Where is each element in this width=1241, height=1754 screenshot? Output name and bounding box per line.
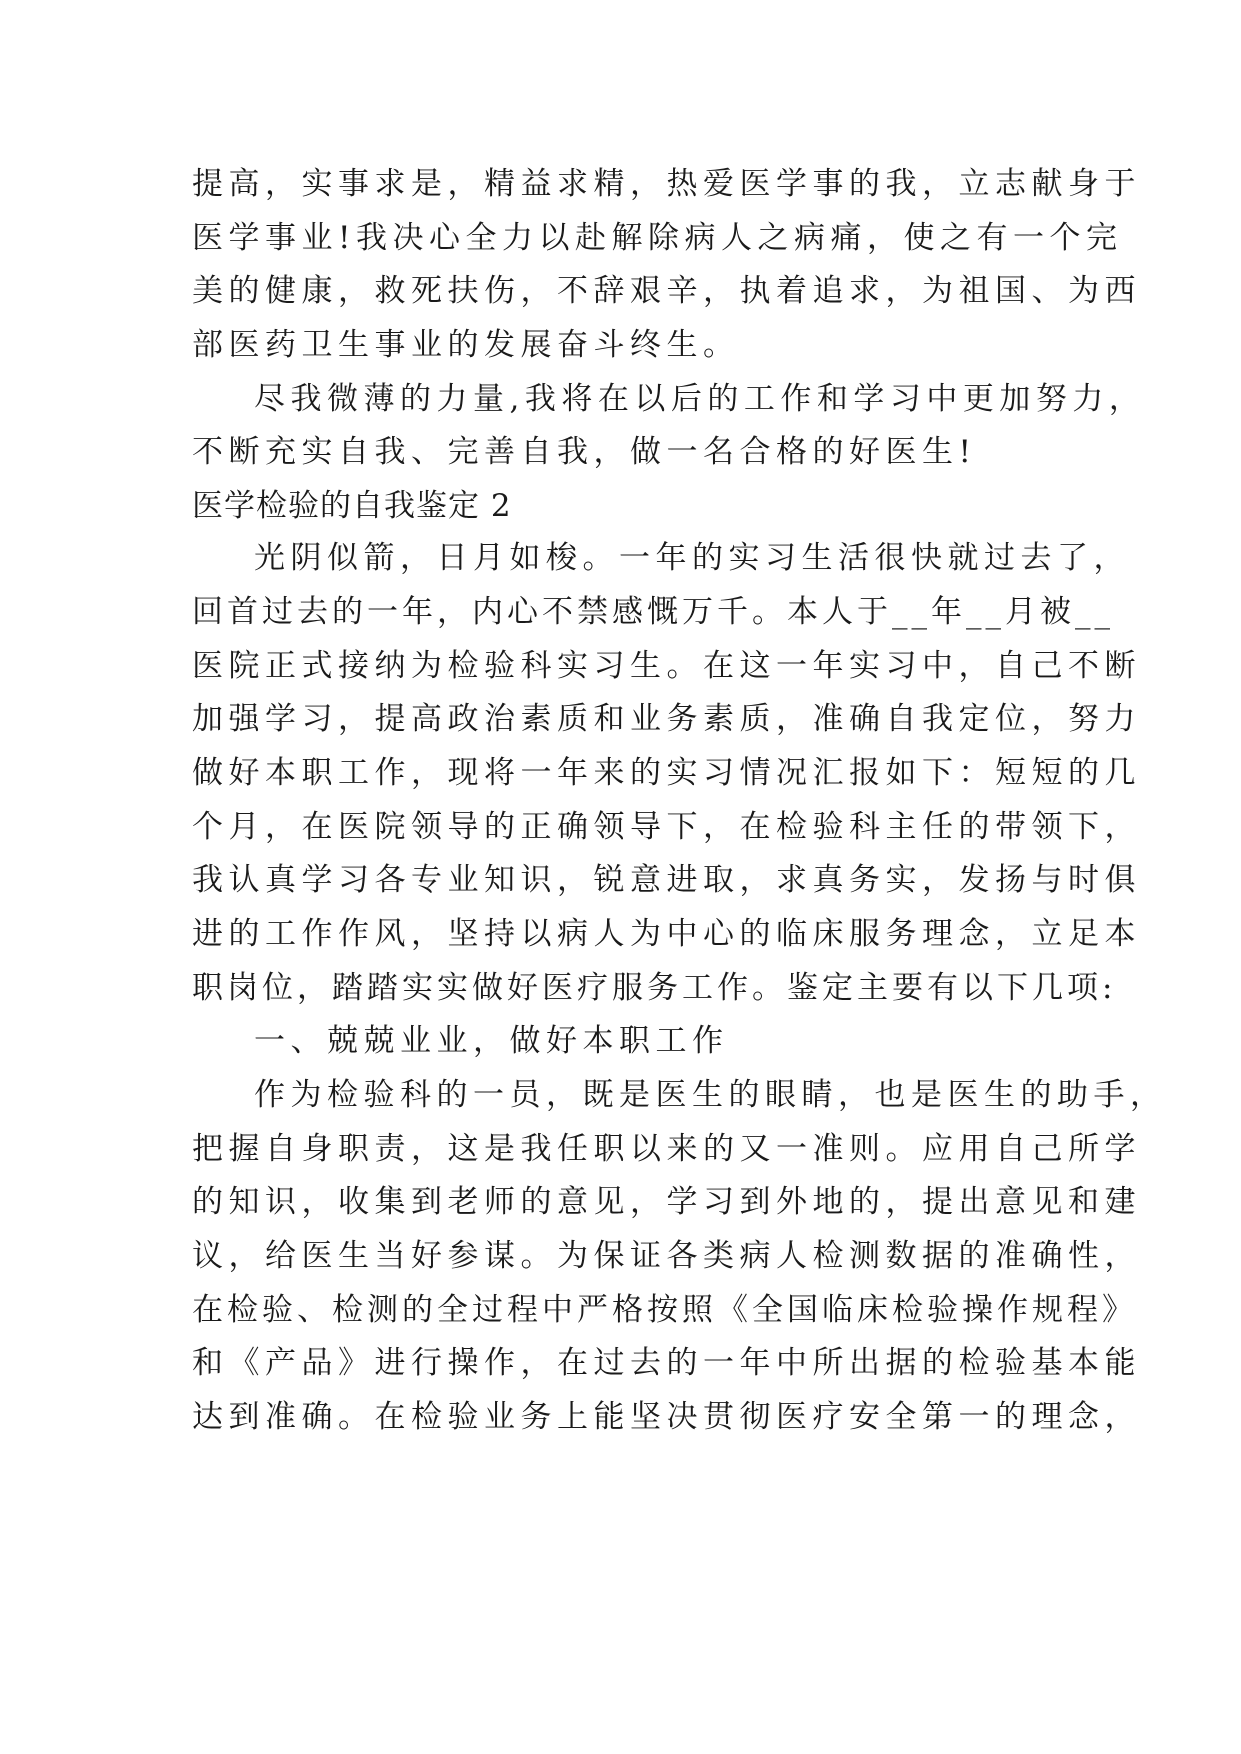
paragraph-start-line: 尽我微薄的力量,我将在以后的工作和学习中更加努力， (254, 380, 1146, 417)
text-line: 提高，实事求是，精益求精，热爱医学事的我，立志献身于 (192, 166, 1141, 202)
text-line: 和《产品》进行操作，在过去的一年中所出据的检验基本能 (192, 1345, 1141, 1382)
text-line: 进的工作作风，坚持以病人为中心的临床服务理念，立足本 (192, 915, 1141, 952)
text-line: 加强学习，提高政治素质和业务素质，准确自我定位，努力 (192, 701, 1141, 738)
text-line: 议，给医生当好参谋。为保证各类病人检测数据的准确性， (192, 1238, 1141, 1275)
paragraph-start-line: 光阴似箭，日月如梭。一年的实习生活很快就过去了， (254, 540, 1130, 577)
paragraph-start-line: 作为检验科的一员，既是医生的眼睛，也是医生的助手， (254, 1077, 1167, 1113)
text-line: 医学事业!我决心全力以赴解除病人之病痛，使之有一个完 (192, 219, 1123, 256)
document-body (192, 158, 1167, 1445)
subheading-line: 一、兢兢业业，做好本职工作 (254, 1023, 729, 1060)
text-line: 不断充实自我、完善自我，做一名合格的好医生! (192, 434, 977, 471)
text-line: 美的健康，救死扶伤，不辞艰辛，执着追求，为祖国、为西 (192, 273, 1141, 310)
text-line: 的知识，收集到老师的意见，学习到外地的，提出意见和建 (192, 1184, 1141, 1221)
text-line: 回首过去的一年，内心不禁感慨万千。本人于__年__月被__ (192, 593, 1114, 630)
text-line: 我认真学习各专业知识，锐意进取，求真务实，发扬与时俱 (192, 862, 1141, 899)
text-line: 部医药卫生事业的发展奋斗终生。 (192, 327, 740, 364)
text-line: 职岗位，踏踏实实做好医疗服务工作。鉴定主要有以下几项: (192, 969, 1117, 1006)
text-line: 做好本职工作，现将一年来的实习情况汇报如下：短短的几 (192, 754, 1141, 791)
text-line: 医院正式接纳为检验科实习生。在这一年实习中，自己不断 (192, 647, 1141, 684)
text-line: 把握自身职责，这是我任职以来的又一准则。应用自己所学 (192, 1130, 1141, 1167)
text-line: 个月，在医院领导的正确领导下，在检验科主任的带领下， (192, 808, 1141, 845)
text-line: 达到准确。在检验业务上能坚决贯彻医疗安全第一的理念， (192, 1399, 1141, 1436)
section-heading: 医学检验的自我鉴定 2 (192, 488, 512, 525)
text-line: 在检验、检测的全过程中严格按照《全国临床检验操作规程》 (192, 1291, 1137, 1328)
